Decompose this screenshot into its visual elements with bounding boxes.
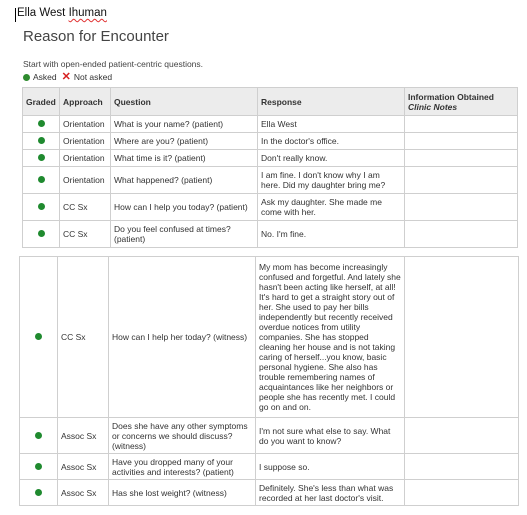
- asked-dot-icon: [35, 489, 42, 496]
- info-cell[interactable]: [405, 454, 519, 480]
- document-header-name: [17, 7, 107, 19]
- legend: [23, 72, 112, 82]
- asked-dot-icon: [38, 137, 45, 144]
- asked-dot-icon: [35, 432, 42, 439]
- table-row: [23, 167, 518, 194]
- graded-cell: [20, 418, 58, 454]
- approach-cell: Assoc Sx: [58, 418, 109, 454]
- table-row: [23, 150, 518, 167]
- info-cell[interactable]: [405, 150, 518, 167]
- approach-cell: Orientation: [60, 150, 111, 167]
- table-row: [23, 194, 518, 221]
- asked-dot-icon: [35, 463, 42, 470]
- graded-cell: [20, 454, 58, 480]
- encounter-table-part2: [19, 256, 519, 506]
- question-cell: What time is it? (patient): [111, 150, 258, 167]
- approach-cell: Orientation: [60, 167, 111, 194]
- question-cell: Has she lost weight? (witness): [109, 480, 256, 506]
- text-cursor: [15, 8, 16, 22]
- header-name-part2: Ihuman: [68, 7, 107, 19]
- response-cell: Ask my daughter. She made me come with her.: [258, 194, 405, 221]
- graded-cell: [20, 480, 58, 506]
- asked-dot-icon: [38, 230, 45, 237]
- question-cell: How can I help you today? (patient): [111, 194, 258, 221]
- table-row: [20, 418, 519, 454]
- question-cell: Does she have any other symptoms or concerns we should discuss? (witness): [109, 418, 256, 454]
- question-cell: Do you feel confused at times? (patient): [111, 221, 258, 248]
- col-header-info-title: Information Obtained: [408, 91, 494, 102]
- header-name-part1: Ella West: [17, 7, 69, 19]
- response-cell: No. I'm fine.: [258, 221, 405, 248]
- approach-cell: Orientation: [60, 133, 111, 150]
- info-cell[interactable]: [405, 480, 519, 506]
- approach-cell: CC Sx: [60, 221, 111, 248]
- approach-cell: CC Sx: [58, 257, 109, 418]
- legend-not-asked-label: Not asked: [73, 72, 113, 82]
- question-cell: How can I help her today? (witness): [109, 257, 256, 418]
- question-cell: What is your name? (patient): [111, 116, 258, 133]
- asked-dot-icon: [38, 154, 45, 161]
- col-header-question: Question: [111, 88, 258, 116]
- approach-cell: Assoc Sx: [58, 480, 109, 506]
- table-row: [23, 221, 518, 248]
- table-row: [20, 257, 519, 418]
- info-cell[interactable]: [405, 257, 519, 418]
- asked-dot-icon: [38, 120, 45, 127]
- col-header-approach: Approach: [60, 88, 111, 116]
- encounter-table-part1: [22, 87, 518, 248]
- approach-cell: Orientation: [60, 116, 111, 133]
- graded-cell: [23, 150, 60, 167]
- response-cell: I suppose so.: [256, 454, 405, 480]
- info-cell[interactable]: [405, 133, 518, 150]
- graded-cell: [20, 257, 58, 418]
- graded-cell: [23, 167, 60, 194]
- col-header-graded: Graded: [23, 88, 60, 116]
- response-cell: My mom has become increasingly confused and forgetful. And lately she hasn't been acting like herself, at all! It's hard to get a straight story out of her. She used to pay her bills independently but recently received overdue notices from utility companies. She has stopped cleaning her house and is not taking caring of herself...you know, basic personal hygiene. She also has trouble remembering names of acquaintances like her neighbors or people she has recently met. I could go on and on.: [256, 257, 405, 418]
- not-asked-x-icon: ✕: [61, 71, 71, 83]
- response-cell: I'm not sure what else to say. What do you want to know?: [256, 418, 405, 454]
- approach-cell: Assoc Sx: [58, 454, 109, 480]
- col-header-response: Response: [258, 88, 405, 116]
- section-title: Reason for Encounter: [23, 28, 169, 45]
- table-header-row: [23, 88, 518, 116]
- info-cell[interactable]: [405, 194, 518, 221]
- table-row: [23, 116, 518, 133]
- response-cell: Ella West: [258, 116, 405, 133]
- info-cell[interactable]: [405, 116, 518, 133]
- asked-dot-icon: [35, 333, 42, 340]
- graded-cell: [23, 116, 60, 133]
- asked-dot-icon: [23, 74, 30, 81]
- legend-asked-label: Asked: [33, 72, 57, 82]
- graded-cell: [23, 133, 60, 150]
- col-header-info-sub: Clinic Notes: [408, 101, 458, 112]
- question-cell: Where are you? (patient): [111, 133, 258, 150]
- table-row: [20, 454, 519, 480]
- question-cell: Have you dropped many of your activities and interests? (patient): [109, 454, 256, 480]
- info-cell[interactable]: [405, 418, 519, 454]
- graded-cell: [23, 194, 60, 221]
- col-header-info: [405, 88, 518, 116]
- info-cell[interactable]: [405, 167, 518, 194]
- approach-cell: CC Sx: [60, 194, 111, 221]
- info-cell[interactable]: [405, 221, 518, 248]
- response-cell: I am fine. I don't know why I am here. Did my daughter bring me?: [258, 167, 405, 194]
- asked-dot-icon: [38, 176, 45, 183]
- response-cell: Definitely. She's less than what was recorded at her last doctor's visit.: [256, 480, 405, 506]
- question-cell: What happened? (patient): [111, 167, 258, 194]
- asked-dot-icon: [38, 203, 45, 210]
- response-cell: In the doctor's office.: [258, 133, 405, 150]
- table-row: [23, 133, 518, 150]
- section-subtitle: Start with open-ended patient-centric questions.: [23, 59, 204, 69]
- response-cell: Don't really know.: [258, 150, 405, 167]
- graded-cell: [23, 221, 60, 248]
- table-row: [20, 480, 519, 506]
